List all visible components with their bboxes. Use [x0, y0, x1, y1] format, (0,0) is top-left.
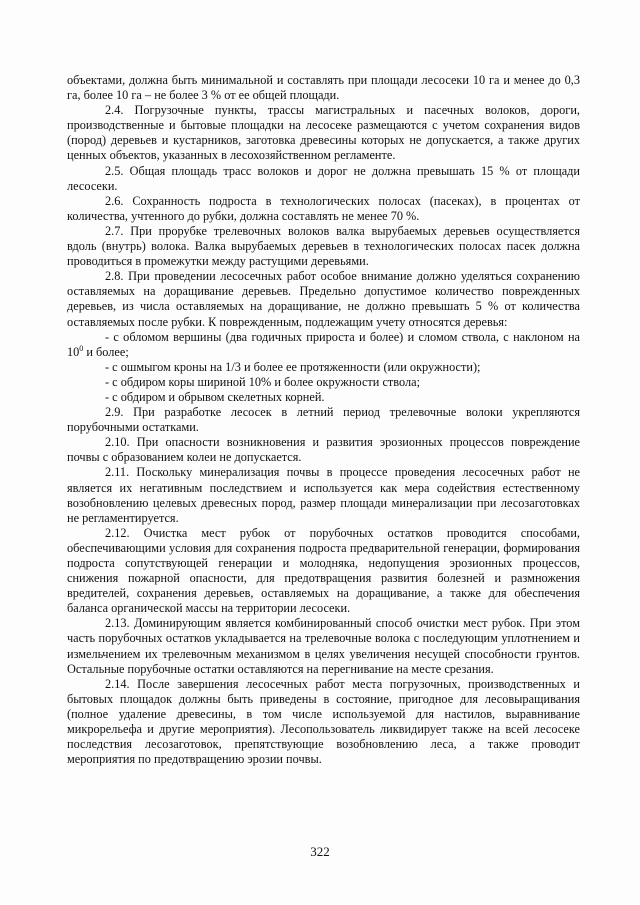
paragraph-2-12: 2.12. Очистка мест рубок от порубочных остатков проводится способами, обеспечивающими условия для сохранения подроста предварительной генерации, формирования подроста сопутствующей генерации и молодняка, недопущения эрозионных процессов, снижения пожарной опасности, для предотвращения развития болезней и размножения вредителей, сохранения деревьев, оставляемых на доращивание, а также для обеспечения баланса органической массы на территории лесосеки. — [67, 525, 580, 616]
paragraph-2-6: 2.6. Сохранность подроста в технологических полосах (пасеках), в процентах от количества, учтенного до рубки, должна составлять не менее 70 %. — [67, 193, 580, 223]
list-item-broken-top — [67, 330, 580, 360]
list-item-root-damage: - с обдиром и обрывом скелетных корней. — [105, 389, 325, 404]
degree-superscript: 0 — [79, 343, 84, 353]
paragraph-2-9: 2.9. При разработке лесосек в летний период трелевочные волоки укрепляются порубочными остатками. — [67, 405, 580, 435]
paragraph-2-8: 2.8. При проведении лесосечных работ особое внимание должно уделяться сохранению оставляемых на доращивание деревьев. Предельно допустимое количество поврежденных деревьев, из числа оставляемых на доращивание, не должно превышать 5 % от количества оставляемых после рубки. К поврежденным, подлежащим учету относятся деревья: — [67, 269, 580, 329]
list-item-crown-damage: - с ошмыгом кроны на 1/3 и более ее протяженности (или окружности); — [105, 359, 481, 374]
paragraph-2-13: 2.13. Доминирующим является комбинированный способ очистки мест рубок. При этом часть порубочных остатков укладывается на трелевочные волока с последующим уплотнением и измельчением их трелевочным механизмом в целях увеличения несущей способности грунтов. Остальные порубочные остатки оставляются на перегнивание на месте срезания. — [67, 616, 580, 676]
list-item-broken-top-text: - с обломом вершины (два годичных прироста и более) и сломом ствола, с наклоном на 10 — [67, 329, 580, 359]
paragraph-2-10: 2.10. При опасности возникновения и развития эрозионных процессов повреждение почвы с образованием колеи не допускается. — [67, 435, 580, 465]
list-item-bark-damage: - с обдиром коры шириной 10% и более окружности ствола; — [105, 374, 421, 389]
paragraph-2-14: 2.14. После завершения лесосечных работ места погрузочных, производственных и бытовых площадок должны быть приведены в состояние, пригодное для лесовыращивания (полное удаление древесины, в том числе используемой для настилов, выравнивание микрорельефа и другие мероприятия). Лесопользователь ликвидирует также на всей лесосеке последствия лесозаготовок, препятствующие возобновлению леса, а также проводит мероприятия по предотвращению эрозии почвы. — [67, 676, 580, 767]
list-item-broken-top-suffix: и более; — [83, 344, 129, 359]
page-number: 322 — [310, 844, 330, 859]
paragraph-2-5: 2.5. Общая площадь трасс волоков и дорог не должна превышать 15 % от площади лесосеки. — [67, 163, 580, 193]
document-body — [67, 73, 580, 767]
paragraph-2-4: 2.4. Погрузочные пункты, трассы магистральных и пасечных волоков, дороги, производственные и бытовые площадки на лесосеке размещаются с учетом сохранения видов (пород) деревьев и кустарников, заготовка древесины которых не допускается, а также других ценных объектов, указанных в лесохозяйственном регламенте. — [67, 103, 580, 163]
paragraph-intro-continued: объектами, должна быть минимальной и составлять при площади лесосеки 10 га и менее до 0,3 га, более 10 га – не более 3 % от ее общей площади. — [67, 73, 580, 103]
paragraph-2-11: 2.11. Поскольку минерализация почвы в процессе проведения лесосечных работ не является их негативным последствием и используется как мера содействия естественному возобновлению целевых древесных пород, размер площади минерализации при лесозаготовках не регламентируется. — [67, 465, 580, 525]
paragraph-2-7: 2.7. При прорубке трелевочных волоков валка вырубаемых деревьев осуществляется вдоль (внутрь) волока. Валка вырубаемых деревьев в технологических полосах пасек должна проводиться в промежутки между растущими деревьями. — [67, 223, 580, 269]
